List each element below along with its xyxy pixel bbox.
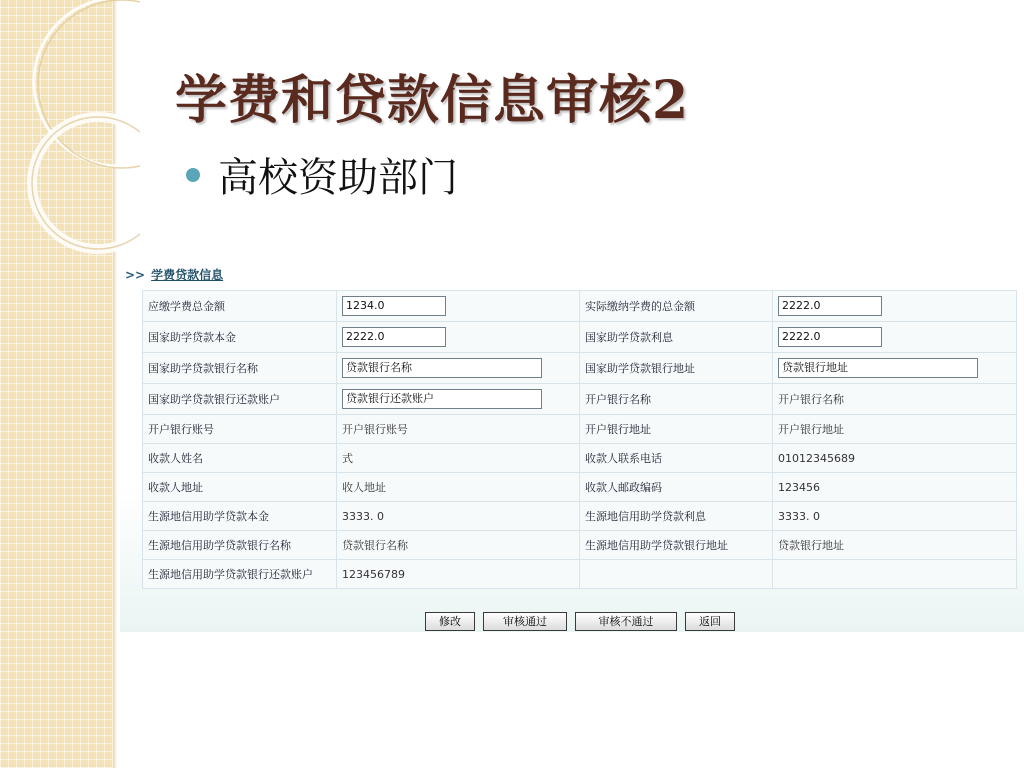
back-button[interactable]: 返回 [685, 612, 735, 631]
field-label: 生源地信用助学贷款利息 [580, 502, 773, 531]
section-header [125, 266, 223, 283]
field-label: 收款人地址 [143, 473, 337, 502]
field-value: 收人地址 [337, 473, 580, 502]
repayment-account-input[interactable]: 贷款银行还款账户 [342, 389, 542, 409]
field-label: 实际缴纳学费的总金额 [580, 291, 773, 322]
field-label: 国家助学贷款本金 [143, 322, 337, 353]
table-row [143, 415, 1017, 444]
section-title-link[interactable]: 学费贷款信息 [151, 268, 224, 282]
field-value [773, 560, 1017, 589]
loan-info-table [142, 290, 1017, 589]
action-buttons [425, 612, 743, 631]
field-value: 123456789 [337, 560, 580, 589]
table-row [143, 353, 1017, 384]
field-label: 生源地信用助学贷款银行地址 [580, 531, 773, 560]
field-label: 开户银行账号 [143, 415, 337, 444]
loan-info-panel [120, 262, 1024, 632]
bullet-text: 高校资助部门 [218, 155, 458, 201]
field-label: 国家助学贷款银行名称 [143, 353, 337, 384]
table-row [143, 322, 1017, 353]
table-row [143, 531, 1017, 560]
field-value: 123456 [773, 473, 1017, 502]
field-value: 开户银行名称 [773, 384, 1017, 415]
slide-title: 学费和贷款信息审核2 [175, 70, 690, 131]
field-value: 贷款银行地址 [773, 531, 1017, 560]
table-row [143, 291, 1017, 322]
field-label: 收款人邮政编码 [580, 473, 773, 502]
field-label: 应缴学费总金额 [143, 291, 337, 322]
field-value: 3333. 0 [773, 502, 1017, 531]
field-label: 生源地信用助学贷款银行还款账户 [143, 560, 337, 589]
ring-decoration [0, 0, 140, 260]
table-row [143, 444, 1017, 473]
bullet-dot-icon [186, 168, 200, 182]
field-label: 收款人姓名 [143, 444, 337, 473]
loan-bank-name-input[interactable]: 贷款银行名称 [342, 358, 542, 378]
field-label: 生源地信用助学贷款本金 [143, 502, 337, 531]
tuition-paid-input[interactable]: 2222.0 [778, 296, 882, 316]
field-value: 开户银行账号 [337, 415, 580, 444]
field-value: 贷款银行名称 [337, 531, 580, 560]
field-value: 3333. 0 [337, 502, 580, 531]
field-label: 国家助学贷款利息 [580, 322, 773, 353]
field-value: 01012345689 [773, 444, 1017, 473]
approve-button[interactable]: 审核通过 [483, 612, 567, 631]
tuition-due-input[interactable]: 1234.0 [342, 296, 446, 316]
modify-button[interactable]: 修改 [425, 612, 475, 631]
loan-interest-input[interactable]: 2222.0 [778, 327, 882, 347]
table-row [143, 560, 1017, 589]
bullet-item [186, 146, 458, 203]
field-label: 生源地信用助学贷款银行名称 [143, 531, 337, 560]
table-row [143, 384, 1017, 415]
field-label: 收款人联系电话 [580, 444, 773, 473]
field-label: 开户银行名称 [580, 384, 773, 415]
field-value: 开户银行地址 [773, 415, 1017, 444]
field-label: 开户银行地址 [580, 415, 773, 444]
field-label: 国家助学贷款银行地址 [580, 353, 773, 384]
reject-button[interactable]: 审核不通过 [575, 612, 677, 631]
field-label: 国家助学贷款银行还款账户 [143, 384, 337, 415]
double-chevron-icon: >> [125, 267, 146, 282]
table-row [143, 473, 1017, 502]
loan-principal-input[interactable]: 2222.0 [342, 327, 446, 347]
table-row [143, 502, 1017, 531]
loan-bank-address-input[interactable]: 贷款银行地址 [778, 358, 978, 378]
field-label [580, 560, 773, 589]
field-value: 式 [337, 444, 580, 473]
